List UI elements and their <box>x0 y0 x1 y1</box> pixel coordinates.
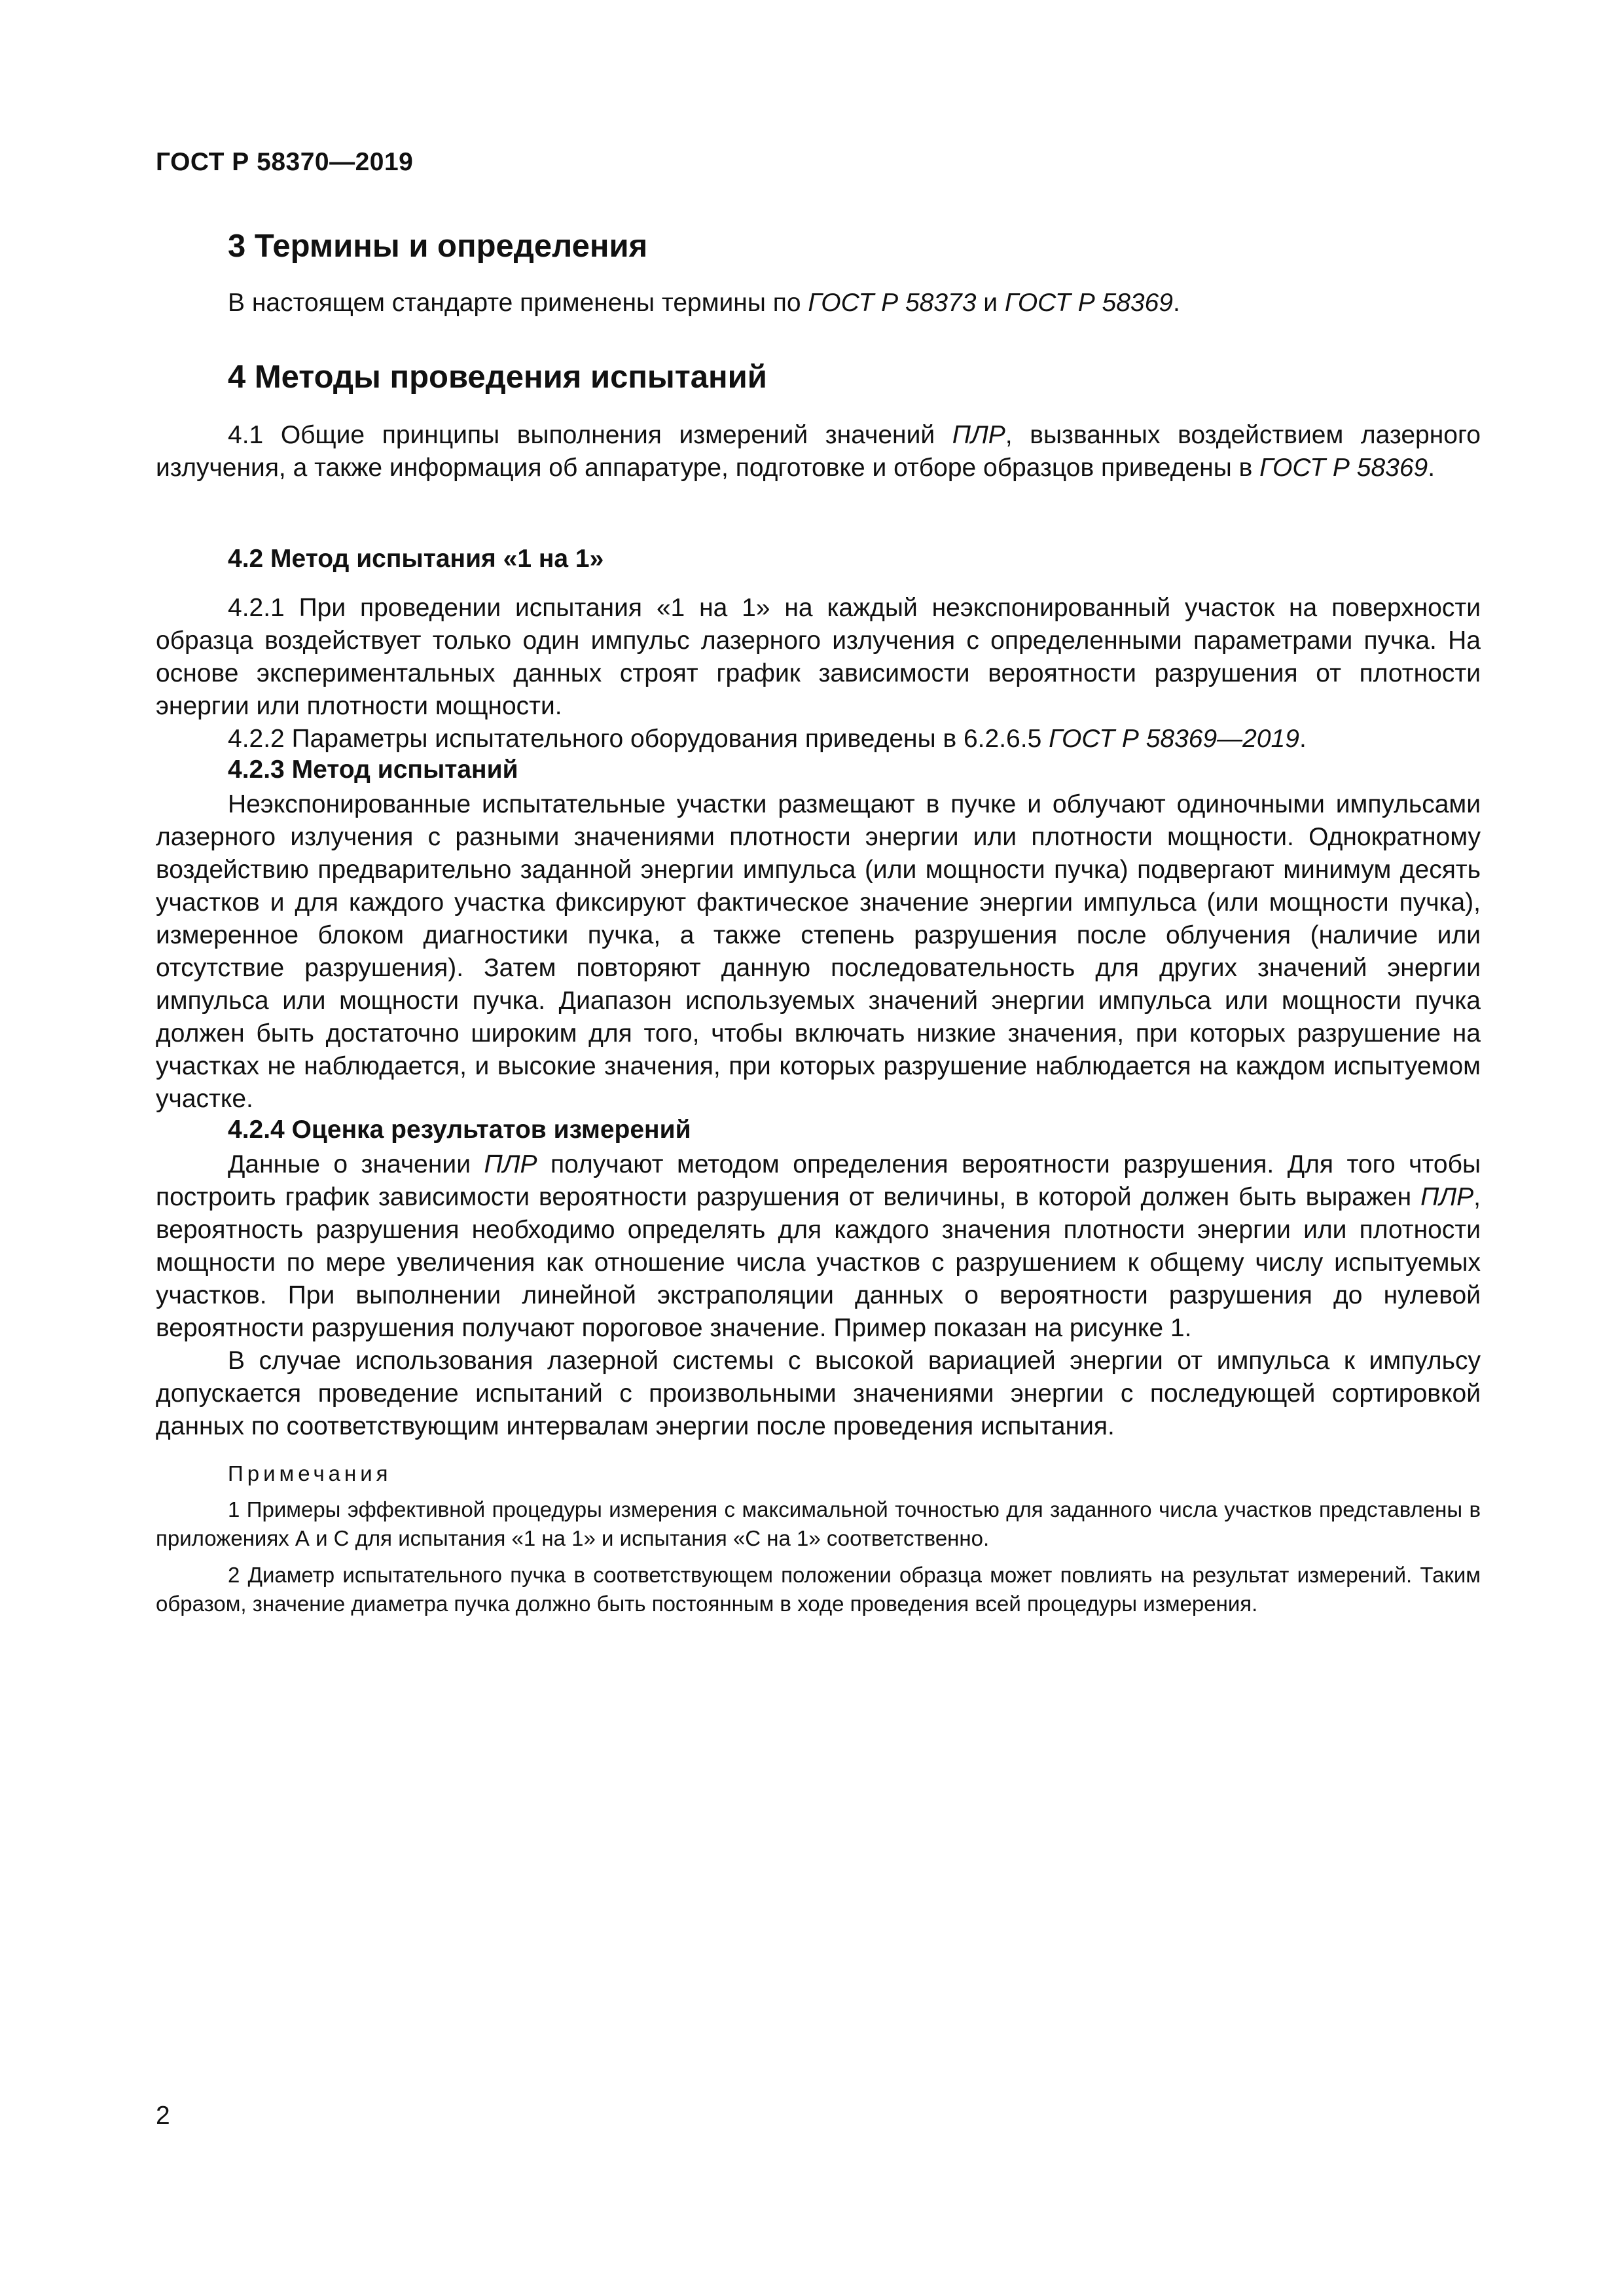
abbr-plr: ПЛР <box>1420 1183 1474 1211</box>
note-2: 2 Диаметр испытательного пучка в соответствующем положении образца может повлиять на результат измерений. Таким образом, значение диаметра пучка должно быть постоянным в ходе проведения всей процедуры измерения. <box>156 1563 1481 1616</box>
section-4-2-3-heading: 4.2.3 Метод испытаний <box>228 756 518 784</box>
abbr-plr: ПЛР <box>484 1150 537 1178</box>
section-4-heading: 4 Методы проведения испытаний <box>228 359 767 395</box>
paragraph-4-2-4: Данные о значении ПЛР получают методом определения вероятности разрушения. Для того чтобы построить график зависимости вероятности разрушения от величины, в которой должен быть выражен ПЛР, вероятность разрушения необходимо определять для каждого значения плотности энергии или плотности мощности по мере увеличения как отношение числа участков с разрушением к общему числу испытуемых участков. При выполнении линейной экстраполяции данных о вероятности разрушения до нулевой вероятности разрушения получают пороговое значение. Пример показан на рисунке 1. <box>156 1150 1481 1342</box>
document-code-header: ГОСТ Р 58370—2019 <box>156 148 414 176</box>
abbr-plr: ПЛР <box>952 421 1005 449</box>
section-4-2-4-heading: 4.2.4 Оценка результатов измерений <box>228 1116 691 1144</box>
notes-title: Примечания <box>228 1461 392 1485</box>
ref-gost-58373: ГОСТ Р 58373 <box>808 289 977 317</box>
paragraph-4-2-2: 4.2.2 Параметры испытательного оборудования приведены в 6.2.6.5 ГОСТ Р 58369—2019. <box>228 725 1307 753</box>
section-3-paragraph: В настоящем стандарте применены термины по ГОСТ Р 58373 и ГОСТ Р 58369. <box>228 289 1180 317</box>
page-number: 2 <box>156 2102 170 2130</box>
ref-gost-58369: ГОСТ Р 58369 <box>1259 454 1428 482</box>
ref-gost-58369: ГОСТ Р 58369 <box>1004 289 1174 317</box>
section-3-heading: 3 Термины и определения <box>228 228 648 264</box>
paragraph-4-1: 4.1 Общие принципы выполнения измерений значений ПЛР, вызванных воздействием лазерного излучения, а также информация об аппаратуре, подготовке и отборе образцов приведены в ГОСТ Р 58369. <box>156 421 1481 482</box>
ref-gost-58369-2019: ГОСТ Р 58369—2019 <box>1049 725 1299 753</box>
paragraph-4-2-3: Неэкспонированные испытательные участки размещают в пучке и облучают одиночными импульсами лазерного излучения с разными значениями плотности энергии или плотности мощности. Однократному воздействию предварительно заданной энергии импульса (или мощности пучка) подвергают минимум десять участков и для каждого участка фиксируют фактическое значение энергии импульса (или мощности пучка), измеренное блоком диагностики пучка, а также степень разрушения после облучения (наличие или отсутствие разрушения). Затем повторяют данную последовательность для других значений энергии импульса или мощности пучка. Диапазон используемых значений энергии импульса или мощности пучка должен быть достаточно широким для того, чтобы включать низкие значения, при которых разрушение на участках не наблюдается, и высокие значения, при которых разрушение наблюдается на каждом испытуемом участке. <box>156 790 1481 1113</box>
note-1: 1 Примеры эффективной процедуры измерения с максимальной точностью для заданного числа участков представлены в приложениях А и С для испытания «1 на 1» и испытания «С на 1» соответственно. <box>156 1497 1481 1550</box>
paragraph-4-2-1: 4.2.1 При проведении испытания «1 на 1» на каждый неэкспонированный участок на поверхности образца воздействует только один импульс лазерного излучения с определенными параметрами пучка. На основе экспериментальных данных строят график зависимости вероятности разрушения от плотности энергии или плотности мощности. <box>156 594 1481 720</box>
section-4-2-heading: 4.2 Метод испытания «1 на 1» <box>228 545 604 573</box>
paragraph-4-2-4-variation: В случае использования лазерной системы с высокой вариацией энергии от импульса к импульсу допускается проведение испытаний с произвольными значениями энергии с последующей сортировкой данных по соответствующим интервалам энергии после проведения испытания. <box>156 1347 1481 1440</box>
document-page <box>156 0 1481 2296</box>
